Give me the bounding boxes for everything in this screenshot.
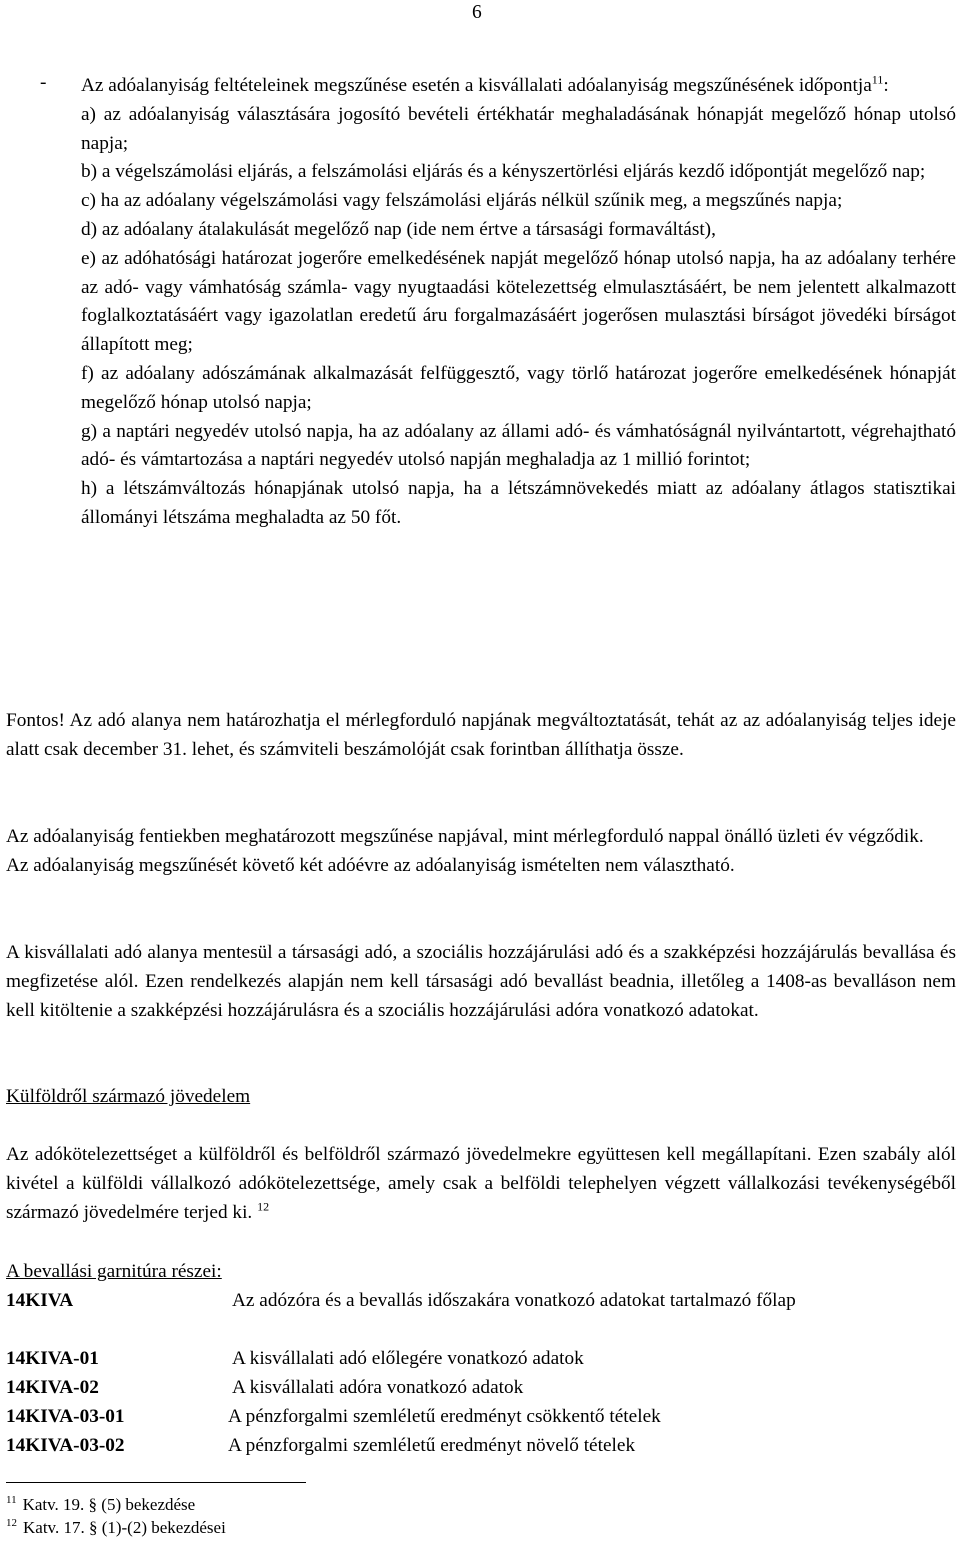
form-row [6,1287,956,1345]
form-code: 14KIVA-01 [6,1348,99,1369]
bullet-dash: - [40,72,47,93]
form-desc: A pénzforgalmi szemléletű eredményt növelő tételek [228,1435,636,1456]
fontos-paragraph: Fontos! Az adó alanya nem határozhatja el mérlegforduló napjának megváltoztatását, tehát az az adóalanyiság teljes ideje alatt csak december 31. lehet, és számviteli beszámolóját csak forintban állíthatja össze. [6,710,956,760]
footnote-separator [6,1482,306,1483]
list-item: g) a naptári negyedév utolsó napja, ha az adóalany az állami adó- és vámhatóságnál nyilvántartott, végrehajtható adó- és vámtartozása a naptári negyedév utolsó napján meghaladja az 1 millió forintot; [81,420,956,471]
termination-list [81,72,956,533]
form-code: 14KIVA-03-01 [6,1406,125,1427]
exemption-paragraph: A kisvállalati adó alanya mentesül a társasági adó, a szociális hozzájárulási adó és a szakképzési hozzájárulás bevallása és megfizetése alól. Ezen rendelkezés alapján nem kell társasági adó bevallást beadnia, illetőleg a 1408-as bevalláson nem kell kitöltenie a szakképzési hozzájárulásra és a szociális hozzájárulási adóra vonatkozó adatokat. [6,942,956,1021]
foreign-income-paragraph: Az adókötelezettséget a külföldről és belföldről származó jövedelmekre együttesen kell megállapítani. Ezen szabály alól kivétel a külföldi vállalkozó adókötelezettsége, amely csak a belföldi telephelyen végzett vállalkozási tevékenységéből származó jövedelmére terjed ki. $^{12}$ [6,1144,956,1223]
list-item: f) az adóalany adószámának alkalmazását felfüggesztő, vagy törlő határozat jogerőre emelkedésének hónapját megelőző hónap utolsó napja; [81,362,956,413]
form-desc: A pénzforgalmi szemléletű eredményt csökkentő tételek [228,1406,661,1427]
footnote: $^{12}$ Katv. 17. § (1)-(2) bekezdései [6,1517,226,1537]
form-desc: A kisvállalati adóra vonatkozó adatok [232,1377,524,1398]
list-item: a) az adóalanyiság választására jogosító bevételi értékhatár meghaladásának hónapját megelőző hónap utolsó napja; [81,103,956,154]
list-intro: Az adóalanyiság feltételeinek megszűnése esetén a kisvállalati adóalanyiság megszűnésének időpontja$^{11}$: [81,72,889,96]
list-item: e) az adóhatósági határozat jogerőre emelkedésének napját megelőző hónap utolsó napja, ha az adóalany terhére az adó- vagy vámhatóság számla- vagy nyugtaadási kötelezettség elmulasztásáért, be nem jelentett alkalmazott foglalkoztatásáért vagy igazolatlan eredetű áru forgalmazásáért jogerősen mulasztási bírságot jövedéki bírságot állapított meg; [81,247,956,356]
list-item: h) a létszámváltozás hónapjának utolsó napja, ha a létszámnövekedés miatt az adóalany átlagos statisztikai állományi létszáma meghaladta az 50 főt. [81,478,956,528]
footnote: $^{11}$ Katv. 19. § (5) bekezdése [6,1494,196,1514]
footnote-ref-11[interactable]: 11 [871,72,884,87]
list-item: d) az adóalany átalakulását megelőző nap (ide nem értve a társasági formaváltást), [81,218,716,240]
form-code: 14KIVA [6,1290,74,1311]
termination-paragraph: Az adóalanyiság fentiekben meghatározott megszűnése napjával, mint mérlegforduló nappal önálló üzleti év végződik. Az adóalanyiság megszűnését követő két adóévre az adóalanyiság ismételten nem választható. [6,826,924,876]
form-code: 14KIVA-03-02 [6,1435,125,1456]
form-code: 14KIVA-02 [6,1377,99,1398]
list-item: c) ha az adóalany végelszámolási vagy felszámolási eljárás nélkül szűnik meg, a megszűnés napja; [81,190,843,212]
footnote-ref-12[interactable]: 12 [257,1199,270,1214]
page-number: 6 [472,2,482,23]
form-desc: Az adózóra és a bevallás időszakára vonatkozó adatokat tartalmazó főlap [232,1290,796,1311]
section-heading: Külföldről származó jövedelem [6,1086,251,1107]
list-item: b) a végelszámolási eljárás, a felszámolási eljárás és a kényszertörlési eljárás kezdő időpontját megelőző nap; [81,161,926,183]
garnitura-heading: A bevallási garnitúra részei: [6,1261,222,1282]
form-desc: A kisvállalati adó előlegére vonatkozó adatok [232,1348,584,1369]
